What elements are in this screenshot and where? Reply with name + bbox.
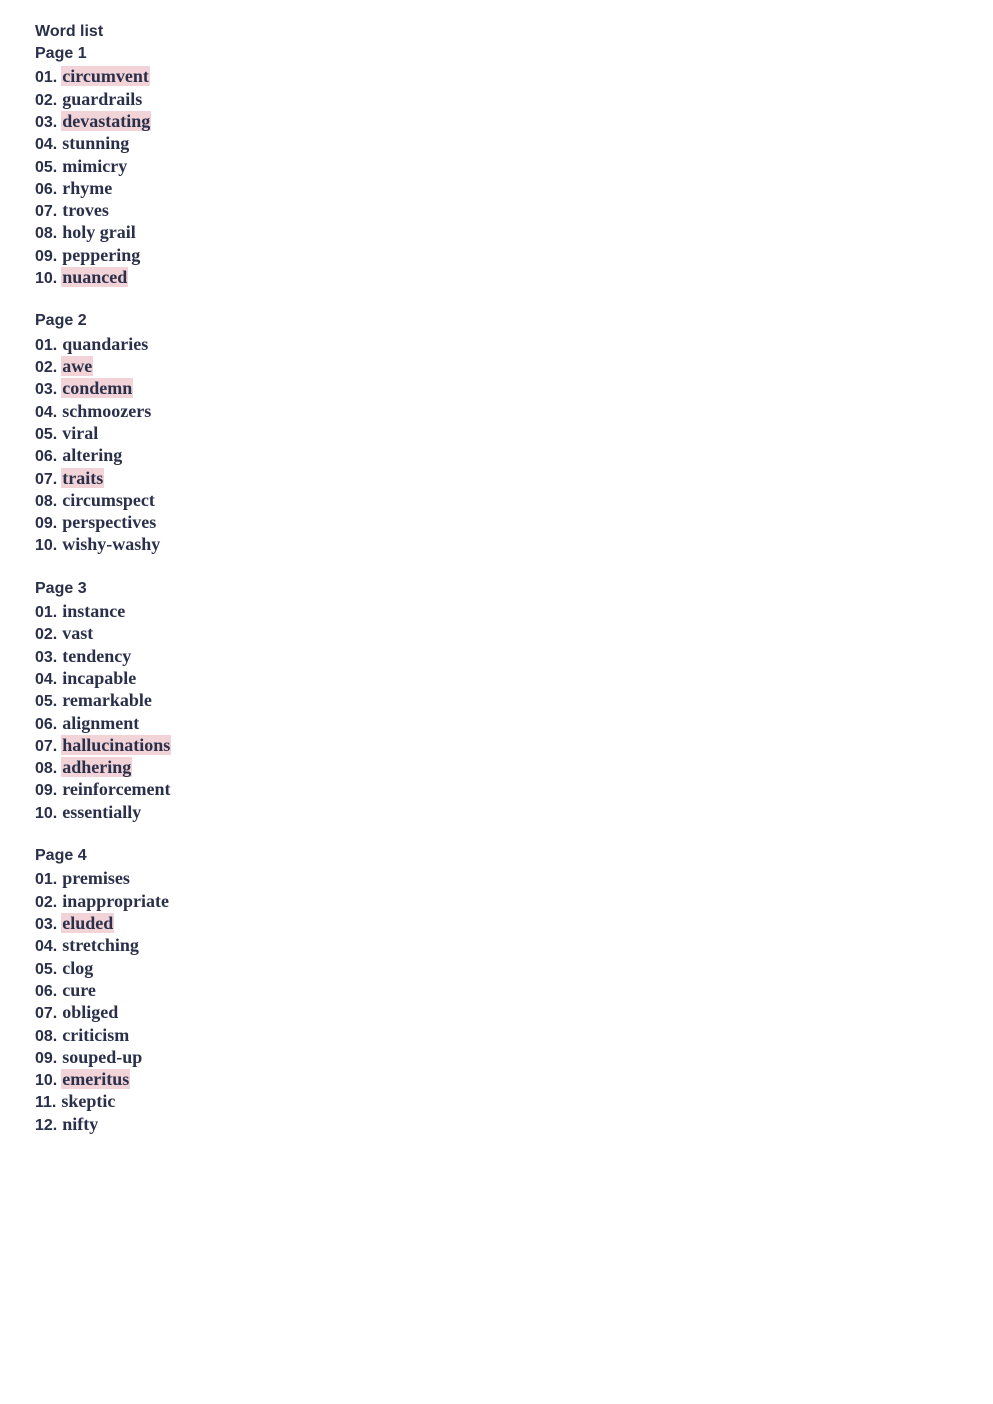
word: essentially — [62, 801, 142, 822]
item-number: 05. — [35, 158, 58, 176]
word: remarkable — [62, 690, 152, 711]
word: perspectives — [62, 512, 157, 533]
word: inappropriate — [62, 890, 169, 911]
page-section-4 — [35, 845, 172, 1135]
list-item — [35, 667, 172, 689]
list-item — [35, 801, 172, 823]
list-item — [35, 778, 172, 800]
list-item — [35, 467, 172, 489]
word: premises — [62, 868, 130, 889]
word: clog — [62, 957, 94, 978]
list-item — [35, 912, 172, 934]
list-item — [35, 734, 172, 756]
highlighted-word: hallucinations — [62, 734, 171, 755]
item-number: 10. — [35, 270, 58, 288]
list-item — [35, 511, 172, 533]
item-number: 06. — [35, 982, 58, 1000]
word: mimicry — [62, 155, 128, 176]
highlighted-word: awe — [62, 356, 93, 377]
list-item — [35, 1068, 172, 1090]
list-item — [35, 132, 172, 154]
list-item — [35, 890, 172, 912]
list-item — [35, 1090, 172, 1112]
item-number: 07. — [35, 470, 58, 488]
list-item — [35, 333, 172, 355]
item-number: 03. — [35, 381, 58, 399]
list-item — [35, 65, 172, 87]
list-item — [35, 110, 172, 132]
word: schmoozers — [62, 400, 152, 421]
word: troves — [62, 200, 109, 221]
item-number: 05. — [35, 693, 58, 711]
highlighted-word: circumvent — [62, 66, 149, 87]
item-number: 02. — [35, 893, 58, 911]
item-number: 05. — [35, 960, 58, 978]
word: criticism — [62, 1024, 130, 1045]
list-item — [35, 489, 172, 511]
word: tendency — [62, 645, 132, 666]
item-number: 08. — [35, 492, 58, 510]
item-number: 01. — [35, 69, 58, 87]
item-number: 01. — [35, 336, 58, 354]
word: viral — [62, 422, 99, 443]
list-item — [35, 221, 172, 243]
item-number: 04. — [35, 671, 58, 688]
list-item — [35, 244, 172, 266]
word: quandaries — [62, 333, 149, 354]
highlighted-word: emeritus — [62, 1069, 130, 1090]
word: souped-up — [62, 1046, 143, 1067]
list-item — [35, 934, 172, 956]
list-item — [35, 645, 172, 667]
highlighted-word: nuanced — [62, 267, 128, 288]
item-number: 10. — [35, 804, 58, 822]
item-number: 05. — [35, 425, 58, 443]
word: guardrails — [62, 88, 143, 109]
list-item — [35, 622, 172, 644]
item-number: 09. — [35, 515, 58, 533]
list-item — [35, 355, 172, 377]
item-number: 10. — [35, 537, 58, 555]
item-number: 08. — [35, 1027, 58, 1045]
item-number: 01. — [35, 604, 58, 622]
item-number: 04. — [35, 136, 58, 154]
word: rhyme — [62, 177, 113, 198]
item-number: 06. — [35, 180, 58, 198]
word: stunning — [62, 133, 130, 154]
item-number: 03. — [35, 916, 58, 934]
page-sections — [35, 43, 172, 1135]
list-item — [35, 1113, 172, 1135]
item-number: 06. — [35, 715, 58, 733]
item-number: 07. — [35, 737, 58, 755]
list-item — [35, 88, 172, 110]
list-item — [35, 400, 172, 422]
word: stretching — [62, 935, 139, 956]
item-number: 02. — [35, 359, 58, 377]
item-number: 09. — [35, 1049, 58, 1067]
list-item — [35, 1024, 172, 1046]
item-number: 09. — [35, 247, 58, 265]
word: circumspect — [62, 489, 155, 510]
list-item — [35, 1001, 172, 1023]
word: skeptic — [61, 1091, 116, 1112]
word: nifty — [62, 1113, 99, 1134]
list-item — [35, 266, 172, 288]
list-item — [35, 422, 172, 444]
word: reinforcement — [62, 779, 171, 800]
item-number: 03. — [35, 113, 58, 131]
item-number: 07. — [35, 203, 58, 221]
list-item — [35, 377, 172, 399]
item-number: 08. — [35, 760, 58, 778]
page-section-1 — [35, 43, 172, 288]
page-heading: Page 2 — [35, 312, 87, 330]
item-number: 07. — [35, 1005, 58, 1023]
page-section-3 — [35, 578, 172, 823]
highlighted-word: eluded — [62, 913, 114, 934]
document-title: Word list — [35, 23, 104, 40]
list-item — [35, 199, 172, 221]
list-item — [35, 1046, 172, 1068]
word-list-document — [35, 20, 172, 1157]
list-item — [35, 979, 172, 1001]
page-heading: Page 3 — [35, 579, 87, 597]
list-item — [35, 600, 172, 622]
list-item — [35, 712, 172, 734]
list-item — [35, 867, 172, 889]
item-number: 12. — [35, 1116, 58, 1134]
word: holy grail — [62, 222, 136, 243]
word: vast — [62, 623, 94, 644]
word: alignment — [62, 712, 140, 733]
item-number: 09. — [35, 782, 58, 800]
highlighted-word: traits — [62, 467, 104, 488]
list-item — [35, 957, 172, 979]
item-number: 04. — [35, 938, 58, 956]
item-number: 04. — [35, 403, 58, 421]
highlighted-word: adhering — [62, 757, 132, 778]
list-item — [35, 533, 172, 555]
item-number: 10. — [35, 1072, 58, 1090]
item-number: 11. — [35, 1094, 57, 1112]
highlighted-word: condemn — [62, 378, 133, 399]
word: wishy-washy — [62, 534, 161, 555]
item-number: 08. — [35, 225, 58, 243]
list-item — [35, 444, 172, 466]
page-heading: Page 1 — [35, 45, 87, 62]
word: instance — [62, 601, 126, 622]
page-section-2 — [35, 310, 172, 555]
item-number: 06. — [35, 448, 58, 466]
item-number: 02. — [35, 626, 58, 644]
list-item — [35, 756, 172, 778]
item-number: 03. — [35, 648, 58, 666]
word: obliged — [62, 1002, 119, 1023]
list-item — [35, 155, 172, 177]
list-item — [35, 177, 172, 199]
word: altering — [62, 445, 123, 466]
word: incapable — [62, 668, 137, 688]
item-number: 02. — [35, 91, 58, 109]
item-number: 01. — [35, 871, 58, 889]
list-item — [35, 689, 172, 711]
word: cure — [62, 979, 96, 1000]
highlighted-word: devastating — [62, 110, 151, 131]
page-heading: Page 4 — [35, 847, 87, 865]
word: peppering — [62, 244, 141, 265]
